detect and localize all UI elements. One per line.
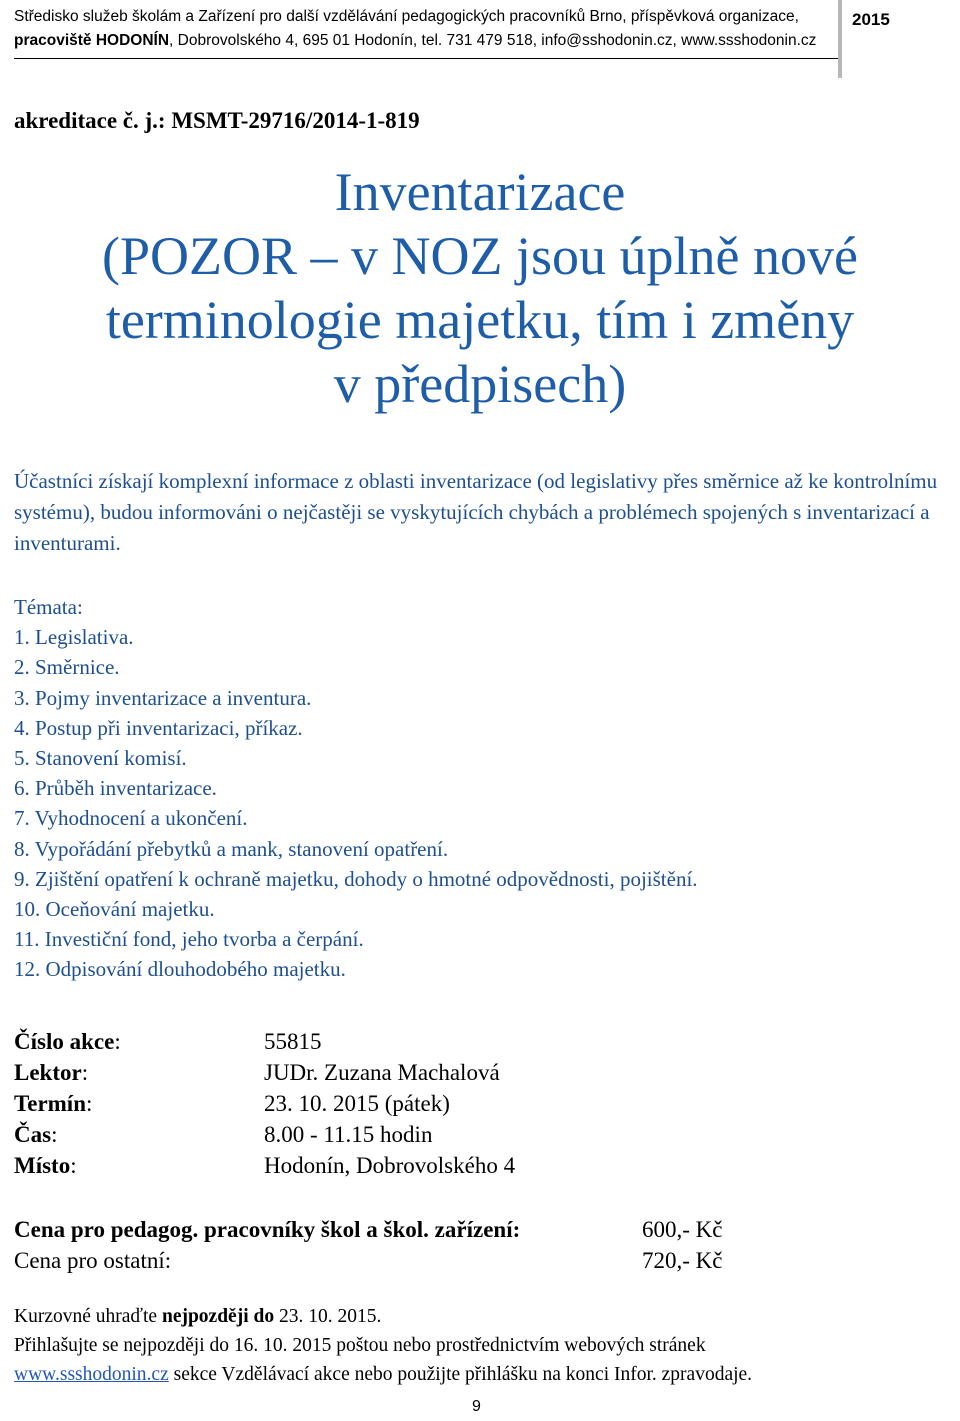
topic-item: 9. Zjištění opatření k ochraně majetku, dohody o hmotné odpovědnosti, pojištění. <box>14 866 698 891</box>
topic-item: 7. Vyhodnocení a ukončení. <box>14 806 248 831</box>
label-colon: : <box>86 1091 93 1116</box>
time-label-text: Čas <box>14 1122 52 1147</box>
header-contact-details: , Dobrovolského 4, 695 01 Hodonín, tel. 731 479 518, info@sshodonin.cz, www.ssshodonin.cz <box>169 32 817 49</box>
lecturer-label <box>14 1057 88 1088</box>
header-branch: pracoviště HODONÍN <box>14 32 170 49</box>
event-number-value: 55815 <box>264 1029 322 1054</box>
date-label-text: Termín <box>14 1091 86 1116</box>
price-others-value: 720,- Kč <box>642 1248 723 1273</box>
registration-web <box>14 1360 752 1389</box>
date-value: 23. 10. 2015 (pátek) <box>264 1091 450 1116</box>
topic-item: 11. Investiční fond, jeho tvorba a čerpání. <box>14 927 364 952</box>
label-colon: : <box>51 1122 58 1147</box>
price-teachers-label: Cena pro pedagog. pracovníky škol a škol. zařízení: <box>14 1217 521 1242</box>
header-contact <box>14 32 816 50</box>
place-label <box>14 1150 77 1181</box>
course-title-line: v předpisech) <box>333 354 627 414</box>
lecturer-value: JUDr. Zuzana Machalová <box>264 1060 500 1085</box>
header-rule <box>14 58 838 59</box>
price-others-label: Cena pro ostatní: <box>14 1248 172 1273</box>
price-others-row <box>14 1245 914 1276</box>
topics-list <box>14 622 698 984</box>
registration-notes <box>14 1302 752 1389</box>
prices-section <box>14 1214 914 1276</box>
topic-item: 4. Postup při inventarizaci, příkaz. <box>14 715 303 740</box>
topic-item: 3. Pojmy inventarizace a inventura. <box>14 685 312 710</box>
page-number: 9 <box>472 1398 481 1415</box>
header-year: 2015 <box>852 10 890 29</box>
header-divider <box>838 0 842 78</box>
payment-date: 23. 10. 2015. <box>274 1306 382 1327</box>
topic-item: 2. Směrnice. <box>14 655 120 680</box>
topic-item: 6. Průběh inventarizace. <box>14 776 217 801</box>
place-value: Hodonín, Dobrovolského 4 <box>264 1153 516 1178</box>
course-title-line: (POZOR – v NOZ jsou úplně nové <box>102 226 858 286</box>
page-header <box>0 0 960 80</box>
course-title-line: Inventarizace <box>334 162 626 222</box>
topic-item: 10. Oceňování majetku. <box>14 897 215 922</box>
price-teachers-value: 600,- Kč <box>642 1217 723 1242</box>
event-number-label-text: Číslo akce <box>14 1029 115 1054</box>
place-label-text: Místo <box>14 1153 71 1178</box>
label-colon: : <box>81 1060 89 1085</box>
payment-deadline <box>14 1302 752 1331</box>
topic-item: 12. Odpisování dlouhodobého majetku. <box>14 957 346 982</box>
course-description: Účastníci získají komplexní informace z oblasti inventarizace (od legislativy přes směrnice až ke kontrolnímu systému), budou informováni o nejčastěji se vyskytujících chybách a problémech spojených s inventarizací a inventurami. <box>14 469 938 555</box>
payment-text: Kurzovné uhraďte <box>14 1306 162 1327</box>
time-value: 8.00 - 11.15 hodin <box>264 1122 433 1147</box>
label-colon: : <box>114 1029 121 1054</box>
payment-emphasis: nejpozději do <box>161 1306 275 1327</box>
topics-heading: Témata: <box>14 595 83 619</box>
header-organization: Středisko služeb školám a Zařízení pro další vzdělávání pedagogických pracovníků Brno, příspěvková organizace, <box>14 8 799 25</box>
label-colon: : <box>70 1153 77 1178</box>
registration-deadline: Přihlašujte se nejpozději do 16. 10. 2015 poštou nebo prostřednictvím webových stránek <box>14 1335 706 1356</box>
registration-web-text: sekce Vzdělávací akce nebo použijte přihlášku na konci Infor. zpravodaje. <box>168 1364 753 1385</box>
website-link[interactable]: www.ssshodonin.cz <box>14 1364 169 1385</box>
topic-item: 8. Vypořádání přebytků a mank, stanovení opatření. <box>14 836 449 861</box>
course-title <box>40 160 920 416</box>
time-label <box>14 1119 57 1150</box>
course-title-line: terminologie majetku, tím i změny <box>105 290 855 350</box>
lecturer-label-text: Lektor <box>14 1060 82 1085</box>
event-number-label <box>14 1026 121 1057</box>
topic-item: 1. Legislativa. <box>14 625 134 650</box>
accreditation-number: akreditace č. j.: MSMT-29716/2014-1-819 <box>14 108 420 133</box>
topic-item: 5. Stanovení komisí. <box>14 746 187 771</box>
date-label <box>14 1088 92 1119</box>
price-teachers-row <box>14 1214 914 1245</box>
topics-section <box>14 592 698 985</box>
